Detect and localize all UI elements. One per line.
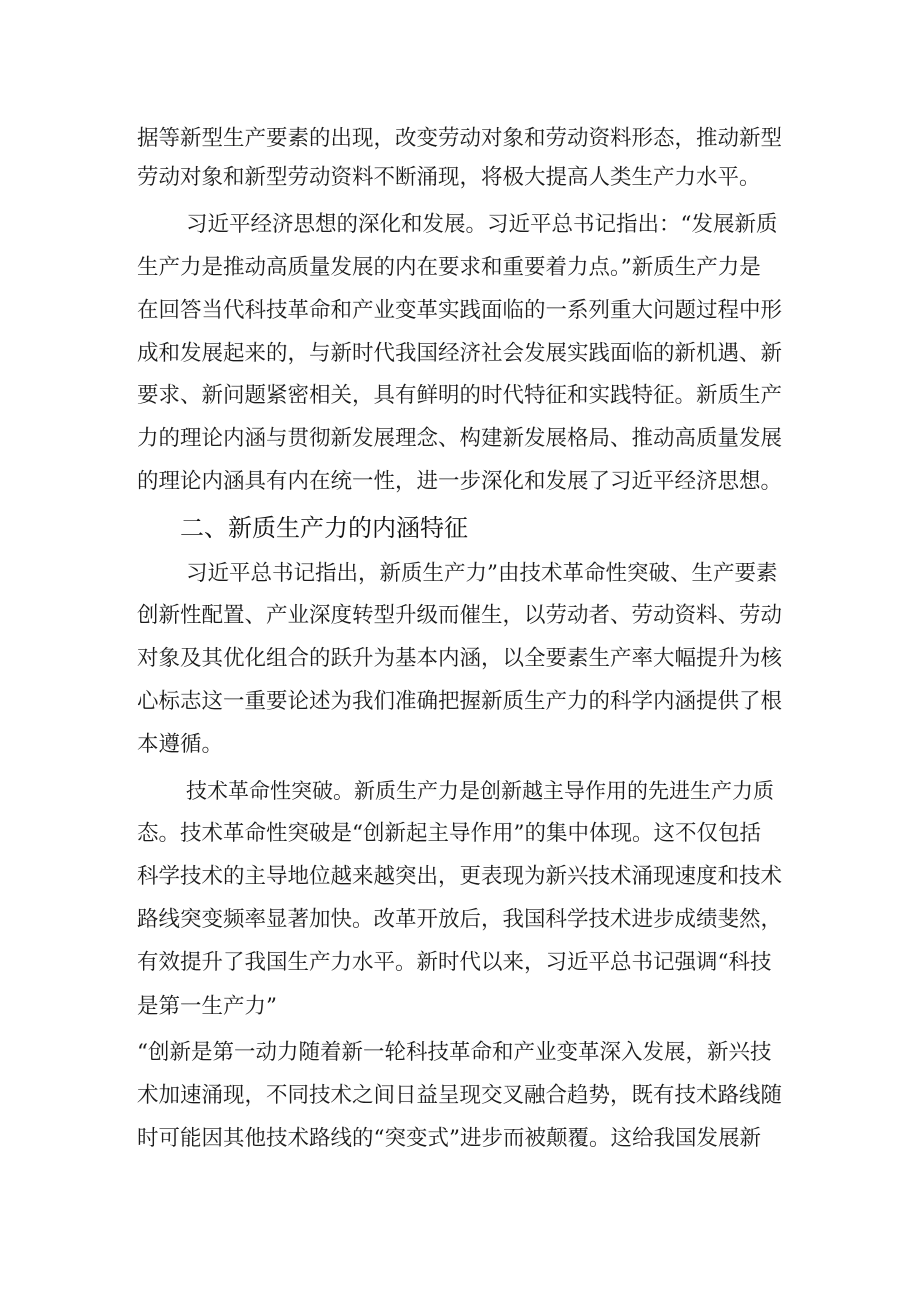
body-line: 对象及其优化组合的跃升为基本内涵，以全要素生产率大幅提升为核 [137,646,783,671]
body-line: 要求、新问题紧密相关，具有鲜明的时代特征和实践特征。新质生产 [137,383,783,408]
body-line: 路线突变频率显著加快。改革开放后，我国科学技术进步成绩斐然， [137,907,783,932]
section-heading: 二、新质生产力的内涵特征 [180,514,468,542]
body-line: 心标志这一重要论述为我们准确把握新质生产力的科学内涵提供了根 [137,689,783,714]
body-line: 术加速涌现，不同技术之间日益呈现交叉融合趋势，既有技术路线随 [137,1083,783,1108]
body-line: 科学技术的主导地位越来越突出，更表现为新兴技术涌现速度和技术 [137,864,783,889]
body-line: 本遵循。 [137,732,224,757]
paragraph-first-line: 习近平经济思想的深化和发展。习近平总书记指出：“发展新质 [186,212,778,237]
body-line: 时可能因其他技术路线的“突变式”进步而被颠覆。这给我国发展新 [137,1126,761,1151]
body-line: 力的理论内涵与贯彻新发展理念、构建新发展格局、推动高质量发展 [137,426,783,451]
body-line: 是第一生产力” [137,994,277,1019]
body-line: 生产力是推动高质量发展的内在要求和重要着力点。”新质生产力是 [137,255,761,280]
body-line: 有效提升了我国生产力水平。新时代以来，习近平总书记强调“科技 [137,950,772,975]
body-line: 创新性配置、产业深度转型升级而催生，以劳动者、劳动资料、劳动 [137,603,783,628]
body-line: 态。技术革命性突破是“创新起主导作用”的集中体现。这不仅包括 [137,821,761,846]
body-line: 在回答当代科技革命和产业变革实践面临的一系列重大问题过程中形 [137,298,783,323]
body-line: 据等新型生产要素的出现，改变劳动对象和劳动资料形态，推动新型 [137,126,783,151]
body-line: “创新是第一动力随着新一轮科技革命和产业变革深入发展，新兴技 [137,1040,772,1065]
body-line: 的理论内涵具有内在统一性，进一步深化和发展了习近平经济思想。 [137,469,783,494]
paragraph-first-line: 习近平总书记指出，新质生产力”由技术革命性突破、生产要素 [186,561,778,586]
body-line: 成和发展起来的，与新时代我国经济社会发展实践面临的新机遇、新 [137,341,783,366]
body-line: 劳动对象和新型劳动资料不断涌现，将极大提高人类生产力水平。 [137,165,761,190]
paragraph-first-line: 技术革命性突破。新质生产力是创新越主导作用的先进生产力质 [186,779,774,803]
